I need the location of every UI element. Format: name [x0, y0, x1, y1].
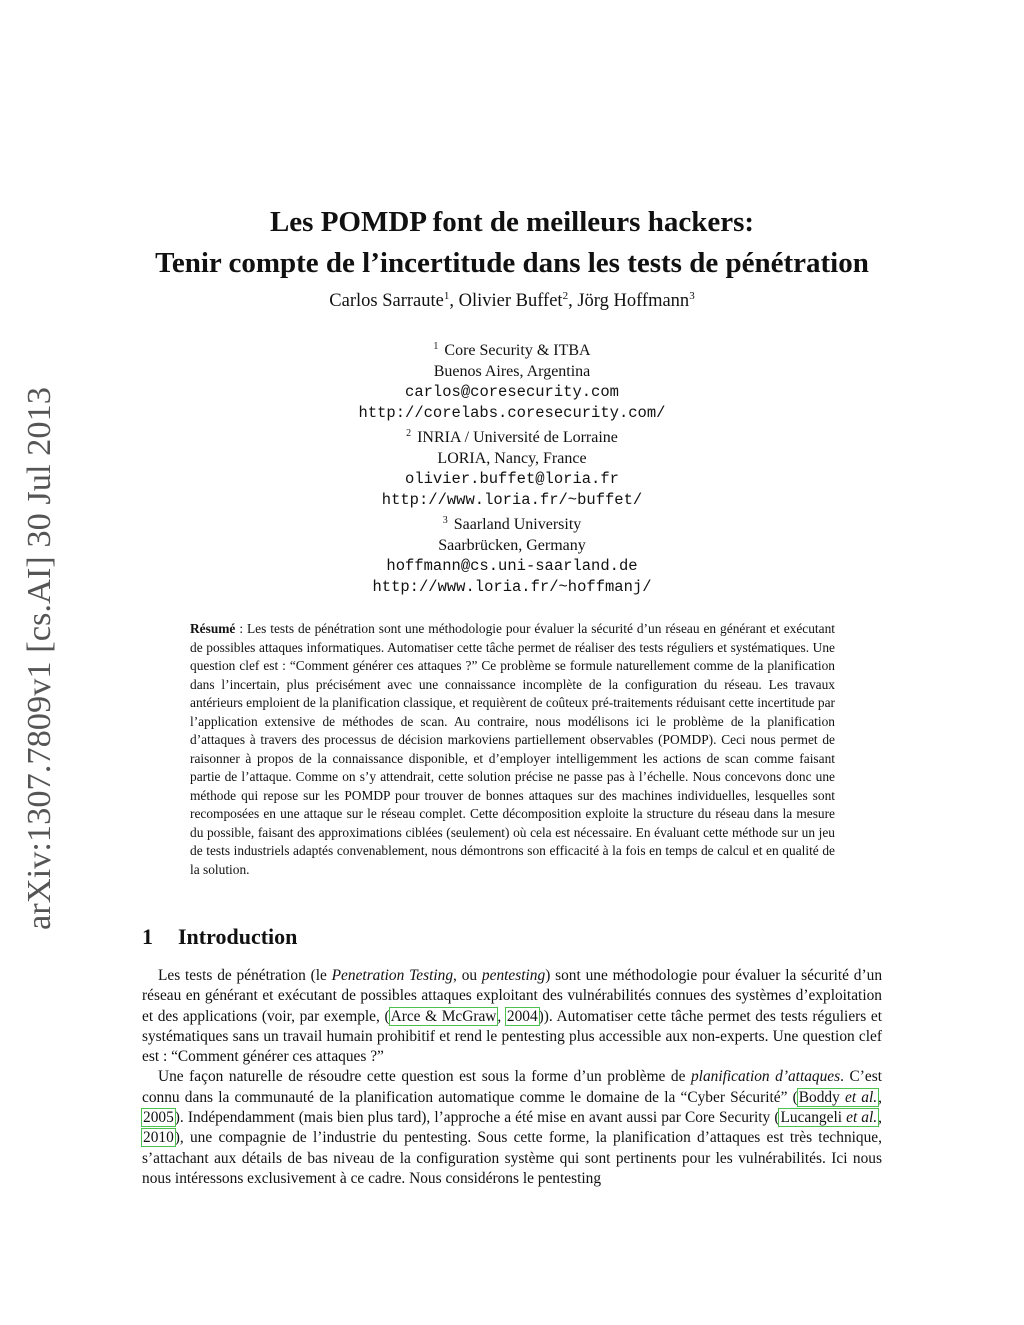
- citation-etal: et al.: [845, 1088, 878, 1106]
- text-run: Les tests de pénétration (le: [158, 967, 332, 984]
- citation-author: Lucangeli: [780, 1109, 843, 1127]
- paper-title-line-2: Tenir compte de l’incertitude dans les tests de pénétration: [155, 247, 869, 279]
- affiliation-institution: Core Security & ITBA: [444, 342, 591, 359]
- citation-year-link[interactable]: 2010: [143, 1129, 174, 1147]
- affiliation-location: Buenos Aires, Argentina: [433, 362, 591, 380]
- citation-link[interactable]: [798, 1089, 878, 1106]
- author-affiliation-mark: 1: [443, 290, 450, 302]
- author-list: Carlos Sarraute$^1$, Olivier Buffet$^2$, Jörg Hoffmann$^3$: [329, 290, 695, 311]
- paper-title-line-1: Les POMDP font de meilleurs hackers:: [269, 206, 755, 238]
- text-run: ,: [878, 1109, 882, 1127]
- section-number: 1: [142, 924, 153, 949]
- text-run: ,: [878, 1088, 882, 1106]
- citation-author: Boddy: [798, 1088, 840, 1106]
- citation-link[interactable]: Arce & McGraw: [390, 1007, 497, 1025]
- author-affiliation-mark: 2: [562, 290, 569, 302]
- section-title: Introduction: [178, 924, 298, 949]
- text-run: ), une compagnie de l’industrie du pentesting. Sous cette forme, la planification d’attaques est très technique, s’attachant aux détails de bas niveau de la configuration système qui sont pertinents pour les vulnérabilités. Ici nous nous intéressons exclusivement à ce cadre. Nous considérons le pentesting: [142, 1129, 882, 1187]
- affiliation-mark: 2: [406, 428, 412, 439]
- citation-etal: et al.: [846, 1109, 878, 1127]
- section-body: [142, 966, 882, 1189]
- paragraph: [142, 1067, 882, 1189]
- paper-title: [140, 202, 884, 284]
- affiliation-email: olivier.buffet@loria.fr: [405, 470, 619, 488]
- affiliation-url: http://www.loria.fr/~buffet/: [381, 490, 643, 509]
- paragraph: [142, 966, 882, 1067]
- italic-term: pentesting: [481, 967, 546, 984]
- author-name: Olivier Buffet: [458, 291, 563, 311]
- italic-term: planification d’attaques: [690, 1068, 841, 1086]
- affiliation-url: http://corelabs.coresecurity.com/: [358, 403, 666, 422]
- abstract-label: Résumé: [190, 621, 236, 636]
- affiliation-institution: Saarland University: [453, 516, 582, 533]
- citation-year-link[interactable]: 2005: [143, 1109, 174, 1127]
- arxiv-identifier-stamp: [18, 385, 58, 930]
- affiliation-url: http://www.loria.fr/~hoffmanj/: [372, 577, 652, 596]
- text-run: , ou: [453, 967, 482, 984]
- affiliation-email: carlos@coresecurity.com: [405, 383, 619, 401]
- text-run: ). Indépendamment (mais bien plus tard), l’approche a été mise en avant aussi par Core Security (: [174, 1109, 780, 1127]
- section-heading: [142, 922, 297, 952]
- text-run: Une façon naturelle de résoudre cette question est sous la forme d’un problème de: [158, 1068, 691, 1086]
- arxiv-identifier-text: arXiv:1307.7809v1 [cs.AI] 30 Jul 2013: [21, 393, 58, 930]
- citation-year-link[interactable]: 2004: [506, 1007, 538, 1025]
- affiliation-email: hoffmann@cs.uni-saarland.de: [386, 557, 638, 575]
- abstract-text: : Les tests de pénétration sont une méthodologie pour évaluer la sécurité d’un réseau en générant et exécutant de possibles attaques informatiques. Automatiser cette tâche permet de réaliser des tests réguliers et systématiques. Une question clef est : “Comment générer ces attaques ?” Ce problème se formule naturellement comme de la planification dans l’incertain, plus précisément avec une connaissance incomplète de la configuration du réseau. Les travaux antérieurs emploient de la planification classique, et requièrent de coûteux pré-traitements réduisant cette incertitude par l’application extensive de méthodes de scan. Au contraire, nous modélisons ici le problème de la planification d’attaques à travers des processus de décision markoviens partiellement observables (POMDP). Ceci nous permet de raisonner à propos de la connaissance disponible, et d’employer intelligemment les actions de scan comme faisant partie de l’attaque. Comme on s’y attendrait, cette solution précise ne passe pas à l’échelle. Nous concevons donc une méthode qui repose sur les POMDP pour trouver de bonnes attaques sur des machines individuelles, lesquelles sont recomposées en une attaque sur le réseau complet. Cette décomposition exploite la structure du réseau dans la mesure du possible, faisant des approximations ciblées (seulement) où cela est nécessaire. En évaluant cette méthode sur un jeu de tests industriels adaptés convenablement, nous démontrons son efficacité à la fois en temps de calcul et en qualité de la solution.: [190, 621, 835, 877]
- affiliation-mark: 1: [433, 341, 439, 352]
- author-name: Carlos Sarraute: [329, 291, 444, 311]
- text-run: ) sont une méthodologie pour évaluer la sécurité d’un réseau en générant et exécutant de possibles attaques exploitant des vulnérabilités connues des systèmes d’exploitation et des applications (voir, par exemple, (: [142, 967, 883, 1025]
- text-run: )). Automatiser cette tâche permet des tests réguliers et systématiques sans un travail humain prohibitif et rend le pentesting plus accessible aux non-experts. Une question clef est : “Comment générer ces attaques ?”: [142, 1007, 882, 1066]
- affiliation-location: LORIA, Nancy, France: [437, 449, 587, 467]
- citation-link[interactable]: [779, 1109, 878, 1126]
- author-affiliation-mark: 3: [689, 290, 695, 302]
- text-run: . C’est connu dans la communauté de la planification automatique comme le domaine de la “Cyber Sécurité” (: [142, 1068, 883, 1106]
- affiliation-block: [140, 515, 884, 597]
- author-name: Jörg Hoffmann: [577, 291, 690, 311]
- affiliation-block: [140, 341, 884, 423]
- italic-term: Penetration Testing: [331, 967, 454, 984]
- affiliation-mark: 3: [442, 515, 448, 526]
- abstract: [190, 620, 835, 879]
- text-run: ,: [497, 1007, 506, 1025]
- affiliation-institution: INRIA / Université de Lorraine: [417, 429, 618, 446]
- affiliation-location: Saarbrücken, Germany: [438, 536, 586, 554]
- affiliation-block: [140, 428, 884, 510]
